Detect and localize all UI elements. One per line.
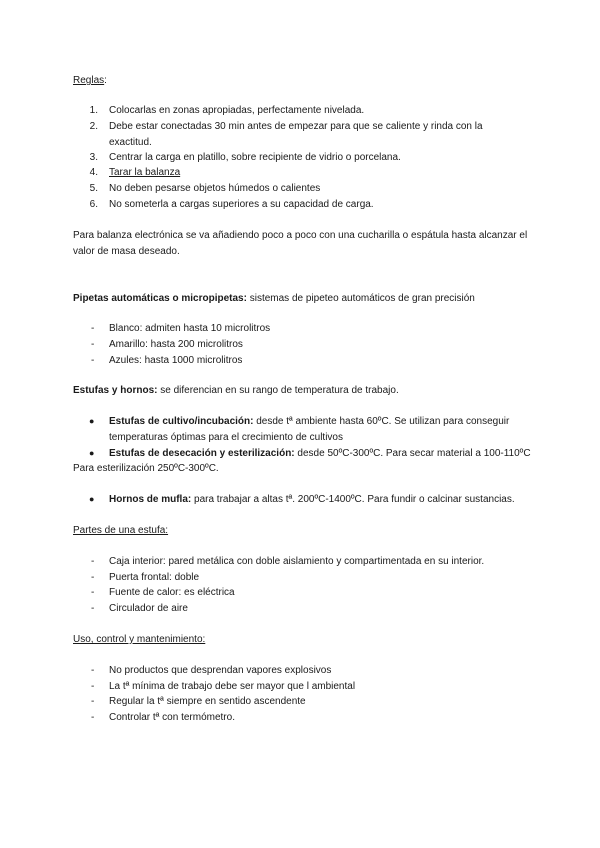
estufas-paragraph: Estufas y hornos: se diferencian en su rango de temperatura de trabajo. [73, 385, 399, 396]
uso-heading: Uso, control y mantenimiento: [73, 634, 206, 645]
pipetas-paragraph: Pipetas automáticas o micropipetas: sistemas de pipeteo automáticos de gran precisión [73, 293, 475, 304]
balanza-paragraph-line2: valor de masa deseado. [73, 246, 180, 257]
balanza-paragraph-line1: Para balanza electrónica se va añadiendo poco a poco con una cucharilla o espátula hasta alcanzar el [73, 230, 528, 241]
bullet-icon: ● [89, 416, 95, 426]
bullet-icon: ● [89, 448, 95, 458]
bullet-icon: ● [89, 494, 95, 504]
reglas-heading: Reglas: [73, 75, 107, 86]
partes-heading: Partes de una estufa: [73, 525, 169, 536]
document-page: Reglas: 1. Colocarlas en zonas apropiadas, perfectamente nivelada. 2. Debe estar conectadas 30 min antes de empezar para que se caliente y rinda con la exactitud. 3. Centrar la carga en platillo, sobre recipiente de vidrio o porcelana. 4. Tarar la balanza 5. No deben pesarse objetos húmedos o calientes 6. No someterla a cargas superiores a su capacidad de carga. Para balanza electrónica se va añadiendo poco a poco con una cucharilla o espátula hasta alcanzar el valor de masa deseado. Pipetas automáticas o micropipetas: sistemas de pipeteo automáticos de gran precisión - Blanco: admiten hasta 10 microlitros - Amarillo: hasta 200 microlitros - Azules: hasta 1000 microlitros Estufas y hornos: se diferencian en su rango de temperatura de trabajo. ● Estufas de cultivo/incubación: desde tª ambiente hasta 60ºC. Se utilizan para conseguir temperaturas óptimas para el crecimiento de cultivos ● Estufas de desecación y esterilización: desde 50ºC-300ºC. Para secar material a 100-110ºC Para esterilización 250ºC-300ºC. ● Hornos de mufla: para trabajar a altas tª. 200ºC-1400ºC. Para fundir o calcinar sustancias. Partes de una estufa: - Caja interior: pared metálica con doble aislamiento y compartimentada en su interior. - Puerta frontal: doble - Fuente de calor: es eléctrica - Circulador de aire Uso, control y mantenimiento: - No productos que desprendan vapores explosivos - La tª mínima de trabajo debe ser mayor que l ambiental - Regular la tª siempre en sentido ascendente - Controlar tª con termómetro. [73, 75, 531, 723]
